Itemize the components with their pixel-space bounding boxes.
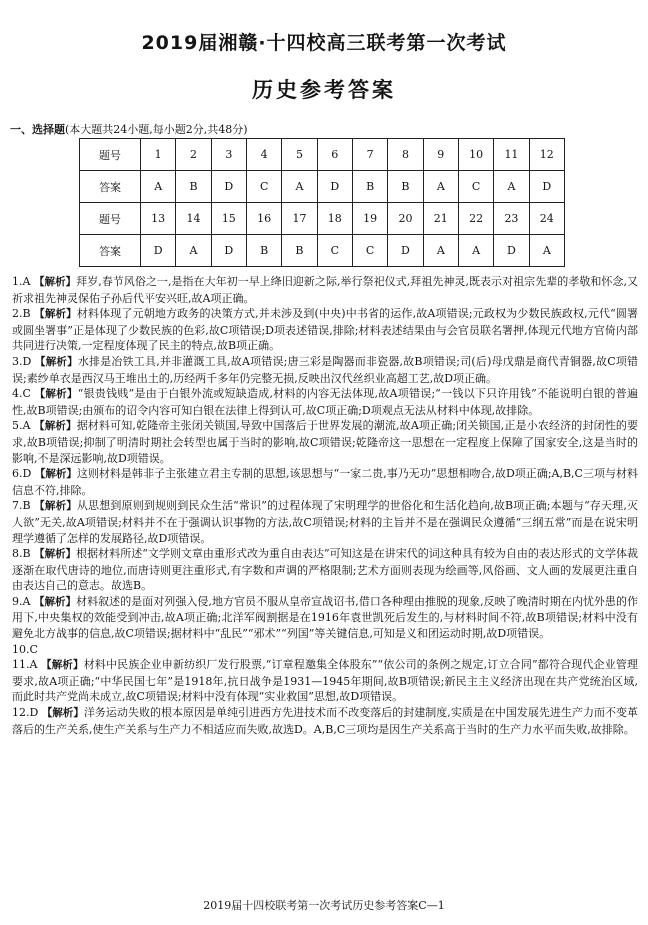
answer-table-cell: C <box>246 171 281 203</box>
answer-table-cell: 7 <box>352 139 387 171</box>
explanation-item <box>12 546 638 594</box>
analysis-tag: 【解析】 <box>35 355 78 368</box>
answer-table-cell: 11 <box>494 139 529 171</box>
explanation-text: “银贵钱贱”是由于白银外流或短缺造成,材料的内容无法体现,故A项错误;“一钱以下只许用钱”不能说明白银的普遍性,故B项错误;由颁布的诏令内容可知白银在法律上得到认可,故C项正确;D项观点无法从材料中体现,故排除。 <box>12 387 638 417</box>
answer-table-cell: B <box>282 235 317 267</box>
answer-table-cell: A <box>458 235 493 267</box>
analysis-tag: 【解析】 <box>34 388 78 401</box>
answer-table-cell: D <box>211 235 246 267</box>
answer-table-cell: 14 <box>176 203 211 235</box>
analysis-tag: 【解析】 <box>34 276 77 288</box>
explanation-item <box>12 657 638 705</box>
analysis-tag: 【解析】 <box>41 707 84 720</box>
explanation-text: 材料叙述的是面对列强入侵,地方官员不服从皇帝宣战诏书,借口各种理由推脱的现象,反映了晚清时期在内忧外患的作用下,中央集权的效能受到冲击,故A项正确;北洋军阀割据是在1916年袁世凯死后发生的,与材料时间不符,故B项错误;材料中没有避免北方战事的信息,故C项错误;据材料中“乱民”“邪术”“列国”等关键信息,可知是义和团运动时期,故D项错误。 <box>12 594 638 641</box>
explanation-text: 从思想到原则到规则到民众生活“常识”的过程体现了宋明理学的世俗化和生活化趋向,故B项正确;本题与“存天理,灭人欲”无关,故A项错误;材料并不在于强调认识事物的方法,故C项错误;材料的主旨并不是在强调民众遵循“三纲五常”而是在说宋明理学遵循了怎样的发展路径,故D项错误。 <box>12 499 638 545</box>
answer-table-cell: 22 <box>458 203 493 235</box>
explanation-item <box>12 274 638 306</box>
answer-table-cell: C <box>352 235 387 267</box>
answer-table <box>79 138 565 267</box>
answer-table-cell: A <box>423 171 458 203</box>
answer-table-cell: B <box>246 235 281 267</box>
analysis-tag: 【解析】 <box>34 548 77 561</box>
question-number: 2.B <box>12 307 31 321</box>
answer-table-row <box>80 171 565 203</box>
answer-table-cell: 17 <box>282 203 317 235</box>
explanation-item <box>12 705 638 737</box>
page-subtitle: 历史参考答案 <box>252 78 396 102</box>
explanation-text: 根据材料所述“文学则文章由重形式改为重自由表达”可知这是在讲宋代的词这种具有较为自由的表达形式的文学体裁逐渐在取代唐诗的地位,而唐诗则更注重形式,有字数和声调的严格限制;艺术方面则表现为绘画等,风俗画、文人画的发展更注重自由表达自己的意志。故选B。 <box>12 547 638 593</box>
answer-table-cell: D <box>529 171 564 203</box>
answer-table-cell: 24 <box>529 203 564 235</box>
explanation-item <box>12 306 638 354</box>
answer-table-cell: 21 <box>423 203 458 235</box>
answer-table-cell: 20 <box>388 203 423 235</box>
answer-table-cell: 3 <box>211 139 246 171</box>
answer-table-cell: A <box>282 171 317 203</box>
question-number: 9.A <box>12 594 31 608</box>
answer-table-cell: B <box>176 171 211 203</box>
answer-table-row-label: 题号 <box>80 203 141 235</box>
analysis-tag: 【解析】 <box>34 420 77 433</box>
answer-table-cell: D <box>388 235 423 267</box>
question-number: 11.A <box>12 658 38 672</box>
answer-table-cell: A <box>423 235 458 267</box>
answer-table-cell: 13 <box>141 203 176 235</box>
answer-table-cell: 4 <box>246 139 281 171</box>
answer-table-row <box>80 203 565 235</box>
section-note: (本大题共24小题,每小题2分,共48分) <box>65 123 248 136</box>
explanation-text: 材料体现了元朝地方政务的决策方式,并未涉及到(中央)中书省的运作,故A项错误;元政权为少数民族政权,元代“圆署或圆坐署事”正是体现了少数民族的色彩,故C项错误;D项表述错误,排除;材料表述结果由与会官员联名署押,体现元代地方官倚内部共同进行决策,一定程度体现了民主的特点,故B项正确。 <box>12 307 639 353</box>
answer-table-cell: 16 <box>246 203 281 235</box>
explanation-item <box>12 386 638 418</box>
question-number: 1.A <box>12 275 31 288</box>
question-number: 5.A <box>12 419 31 433</box>
answer-table-cell: B <box>388 171 423 203</box>
answer-table-row-label: 答案 <box>80 171 141 203</box>
question-number: 10.C <box>12 642 38 656</box>
answer-table-cell: 15 <box>211 203 246 235</box>
explanation-item <box>12 642 638 658</box>
analysis-tag: 【解析】 <box>34 468 77 481</box>
answer-table-cell: A <box>529 235 564 267</box>
analysis-tag: 【解析】 <box>34 500 77 513</box>
section-label: 一、选择题 <box>10 123 65 136</box>
answer-table-cell: 5 <box>282 139 317 171</box>
answer-table-cell: 2 <box>176 139 211 171</box>
explanations <box>12 274 638 737</box>
answer-table-cell: 12 <box>529 139 564 171</box>
explanation-item <box>12 498 638 546</box>
answer-table-cell: A <box>494 171 529 203</box>
analysis-tag: 【解析】 <box>41 659 84 672</box>
explanation-item <box>12 466 638 498</box>
explanation-text: 材料中民族企业申新纺织厂发行股票,“订章程邀集全体股东”“依公司的条例之规定,订立合同”都符合现代企业管理要求,故A项正确;“中华民国七年”是1918年,抗日战争是1931—1945年期间,故B项错误;新民主主义经济出现在共产党统治区域,而此时共产党尚未成立,故C项错误;材料中没有体现“实业救国”思想,故D项错误。 <box>12 658 639 704</box>
answer-table-cell: C <box>458 171 493 203</box>
analysis-tag: 【解析】 <box>34 308 77 321</box>
answer-table-cell: D <box>317 171 352 203</box>
question-number: 3.D <box>12 354 32 368</box>
page-title: 2019届湘赣·十四校高三联考第一次考试 <box>141 32 507 54</box>
explanation-text: 据材料可知,乾隆帝主张闭关锁国,导致中国落后于世界发展的潮流,故A项正确;闭关锁国,正是小农经济的封闭性的要求,故B项错误;抑制了明清时期社会转型也属于当时的影响,故C项错误;乾隆帝这一思想在一定程度上保障了国家安全,这是当时的影响,不是深远影响,故D项错误。 <box>12 419 639 465</box>
answer-table-cell: A <box>141 171 176 203</box>
answer-table-cell: D <box>494 235 529 267</box>
answer-table-cell: 8 <box>388 139 423 171</box>
answer-table-cell: 18 <box>317 203 352 235</box>
explanation-text: 拜岁,春节风俗之一,是指在大年初一早上绛旧迎新之际,举行祭祀仪式,拜祖先神灵,既表示对祖宗先辈的孝敬和怀念,又祈求祖先神灵保佑子孙后代平安兴旺,故A项正确。 <box>12 275 639 305</box>
answer-table-cell: B <box>352 171 387 203</box>
question-number: 6.D <box>12 467 32 481</box>
answer-table-row <box>80 139 565 171</box>
analysis-tag: 【解析】 <box>33 595 77 608</box>
answer-table-cell: D <box>211 171 246 203</box>
section-heading <box>10 121 248 137</box>
answer-table-cell: 10 <box>458 139 493 171</box>
explanation-item <box>12 418 638 466</box>
answer-table-cell: 6 <box>317 139 352 171</box>
page-footer: 2019届十四校联考第一次考试历史参考答案C—1 <box>203 899 445 912</box>
explanation-item <box>12 594 638 642</box>
answer-table-row-label: 题号 <box>80 139 141 171</box>
explanation-text: 洋务运动失败的根本原因是单纯引进西方先进技术而不改变落后的封建制度,实质是在中国发展先进生产力而不变革落后的生产关系,使生产关系与生产力不相适应而失败,故选D。A,B,C三项均是因生产关系高于当时的生产力水平而失败,故排除。 <box>12 706 639 736</box>
answer-table-cell: C <box>317 235 352 267</box>
explanation-text: 水排是冶铁工具,并非灌溉工具,故A项错误;唐三彩是陶器而非瓷器,故B项错误;司(后)母戊鼎是商代青铜器,故C项错误;素纱单衣是西汉马王堆出土的,历经两千多年仍完整无损,反映出汉代丝织业高超工艺,故D项正确。 <box>12 354 639 385</box>
answer-table-cell: 9 <box>423 139 458 171</box>
answer-table-cell: A <box>176 235 211 267</box>
answer-table-cell: 1 <box>141 139 176 171</box>
question-number: 7.B <box>12 499 31 513</box>
explanation-text: 这则材料是韩非子主张建立君主专制的思想,该思想与“一家二贵,事乃无功”思想相吻合,故D项正确;A,B,C三项与材料信息不符,排除。 <box>12 467 639 497</box>
question-number: 8.B <box>12 547 31 561</box>
question-number: 4.C <box>12 387 31 401</box>
explanation-item <box>12 354 638 386</box>
answer-table-cell: 19 <box>352 203 387 235</box>
answer-table-row <box>80 235 565 267</box>
answer-table-cell: 23 <box>494 203 529 235</box>
answer-table-row-label: 答案 <box>80 235 141 267</box>
answer-table-cell: D <box>141 235 176 267</box>
question-number: 12.D <box>12 706 39 720</box>
